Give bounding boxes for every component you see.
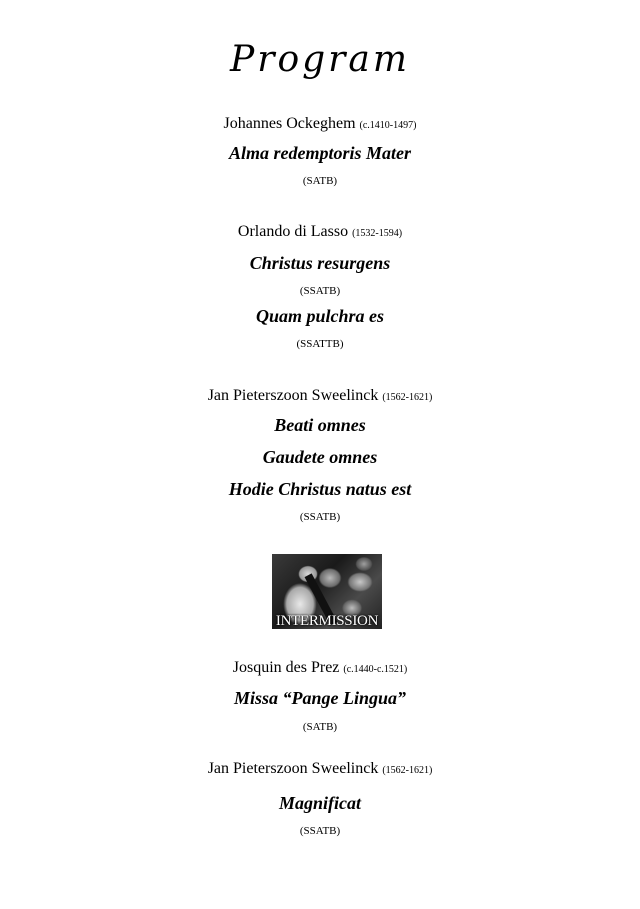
composer-line [0,388,640,404]
composer-name: Josquin des Prez [232,659,340,676]
work-title: Quam pulchra es [255,306,385,326]
page-title: Program [230,39,410,80]
intermission-image [272,554,382,629]
work-title: Alma redemptoris Mater [228,143,411,163]
voicing: (SATB) [302,721,338,733]
composer-name: Johannes Ockeghem [223,115,356,132]
work-title: Gaudete omnes [262,447,378,467]
work-title: Christus resurgens [249,253,391,273]
composer-line [0,660,640,676]
composer-line [0,116,640,132]
composer-name: Orlando di Lasso [237,223,349,240]
composer-line [0,761,640,777]
voicing: (SSATB) [299,285,341,297]
work-title: Hodie Christus natus est [228,479,412,499]
composer-dates: (c.1410-1497) [359,120,417,131]
voicing: (SSATB) [299,825,341,837]
voicing: (SSATB) [299,511,341,523]
composer-name: Jan Pieterszoon Sweelinck [207,760,379,777]
voicing: (SATB) [302,175,338,187]
intermission-label: INTERMISSION [275,613,379,629]
work-title: Missa “Pange Lingua” [233,688,407,708]
composer-dates: (1562-1621) [382,392,433,403]
work-title: Beati omnes [274,415,366,435]
composer-name: Jan Pieterszoon Sweelinck [207,387,379,404]
composer-dates: (1562-1621) [382,765,433,776]
work-title: Magnificat [278,793,361,813]
composer-dates: (c.1440-c.1521) [343,664,408,675]
voicing: (SSATTB) [296,338,344,350]
composer-dates: (1532-1594) [352,228,403,239]
composer-line [0,224,640,240]
